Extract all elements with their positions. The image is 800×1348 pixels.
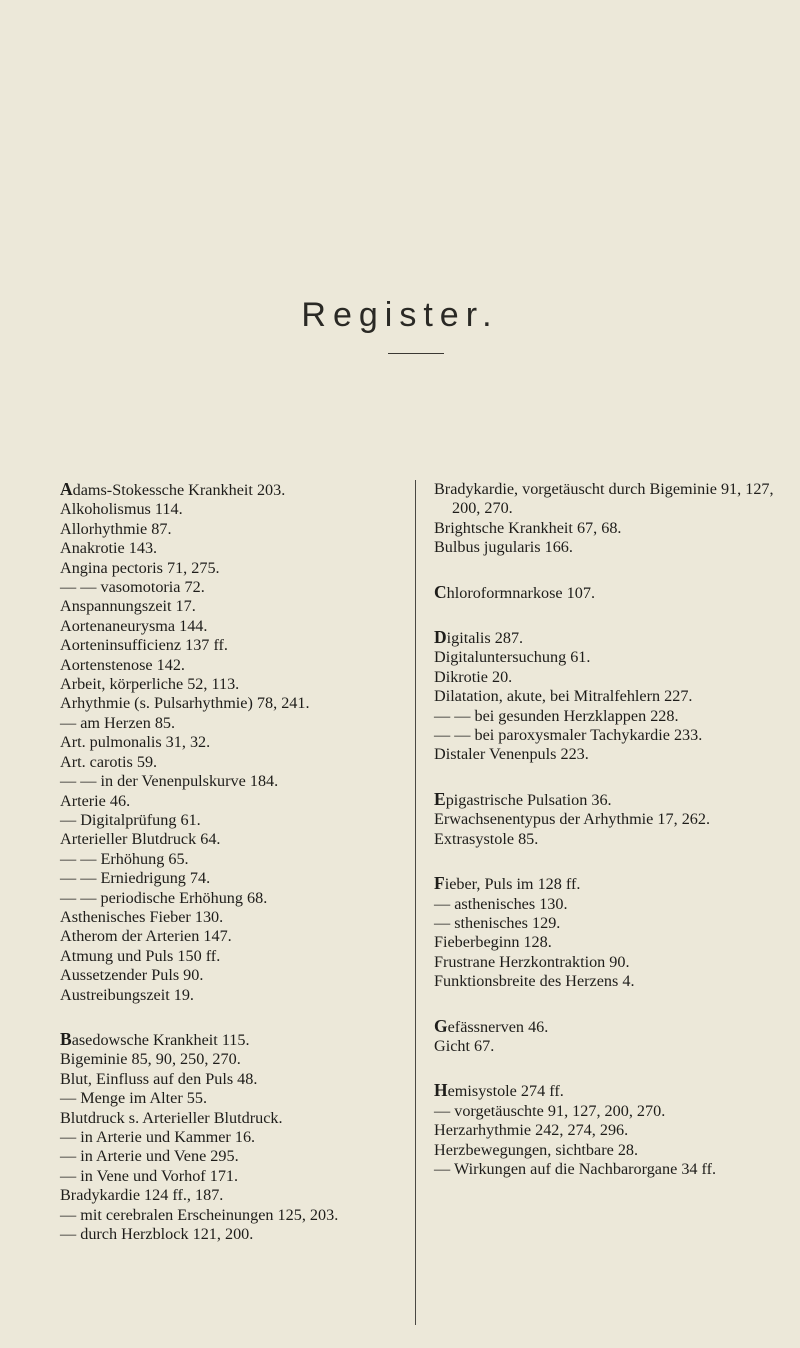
index-entry: Fieberbeginn 128. — [434, 933, 552, 952]
index-entry-text: dams-Stokessche Krankheit 203. — [72, 481, 286, 499]
index-entry: Austreibungszeit 19. — [60, 985, 194, 1004]
drop-initial: A — [60, 479, 73, 499]
index-entry: Atherom der Arterien 147. — [60, 927, 232, 946]
index-entry: — Menge im Alter 55. — [60, 1089, 208, 1108]
index-entry: Alkoholismus 114. — [60, 500, 183, 519]
index-entry: Erwachsenentypus der Arhythmie 17, 262. — [434, 810, 711, 829]
index-entry — [434, 790, 780, 810]
index-entry: Dikrotie 20. — [434, 667, 513, 686]
drop-initial: C — [434, 581, 447, 602]
index-entry: Allorhythmie 87. — [60, 519, 172, 538]
index-entry: Atmung und Puls 150 ff. — [60, 946, 221, 965]
index-entry: Blut, Einfluss auf den Puls 48. — [60, 1069, 258, 1088]
index-entry: Bigeminie 85, 90, 250, 270. — [60, 1050, 241, 1069]
index-entry: Bradykardie 124 ff., 187. — [60, 1186, 224, 1205]
index-letter-group — [434, 480, 780, 558]
index-entry-text: igitalis 287. — [446, 629, 524, 648]
drop-initial: F — [434, 873, 445, 894]
index-letter-group — [60, 480, 406, 1005]
index-entry: Bradykardie, vorgetäuscht durch Bigeminie 91, 127, 200, 270. — [434, 480, 774, 518]
index-entry: — Digitalprüfung 61. — [60, 810, 201, 829]
index-entry: Art. pulmonalis 31, 32. — [60, 733, 211, 752]
page-title: Register. — [301, 296, 499, 334]
index-letter-group — [434, 583, 780, 603]
drop-initial: D — [434, 627, 447, 648]
index-entry: Arbeit, körperliche 52, 113. — [60, 675, 240, 694]
index-entry: Herzbewegungen, sichtbare 28. — [434, 1140, 639, 1159]
index-entry: Dilatation, akute, bei Mitralfehlern 227. — [434, 687, 693, 706]
index-entry — [60, 480, 406, 500]
index-entry: Herzarhythmie 242, 274, 296. — [434, 1121, 629, 1140]
index-column-left — [60, 480, 406, 1269]
drop-initial: E — [434, 788, 446, 809]
index-entry-text: asedowsche Krankheit 115. — [71, 1030, 250, 1049]
index-entry-text: pigastrische Pulsation 36. — [445, 790, 612, 809]
index-entry — [434, 1017, 780, 1037]
index-entry: Angina pectoris 71, 275. — [60, 558, 220, 577]
index-entry: Bulbus jugularis 166. — [434, 538, 573, 557]
index-entry: — — bei paroxysmaler Tachykardie 233. — [434, 726, 703, 745]
index-entry: — — Erhöhung 65. — [60, 849, 189, 868]
index-entry — [434, 874, 780, 894]
index-entry: Anspannungszeit 17. — [60, 597, 196, 616]
index-entry: Distaler Venenpuls 223. — [434, 745, 589, 764]
drop-initial: G — [434, 1015, 448, 1036]
index-entry: Arterie 46. — [60, 791, 131, 810]
index-entry: — asthenisches 130. — [434, 894, 568, 913]
index-entry — [434, 583, 780, 603]
index-entry: Frustrane Herzkontraktion 90. — [434, 952, 630, 971]
index-entry: — — Erniedrigung 74. — [60, 869, 211, 888]
index-entry-text: efässnerven 46. — [447, 1017, 549, 1036]
index-entry: Aussetzender Puls 90. — [60, 966, 204, 985]
column-divider — [415, 480, 416, 1325]
drop-initial: B — [60, 1028, 72, 1049]
index-entry: — vorgetäuschte 91, 127, 200, 270. — [434, 1101, 666, 1120]
index-entry: Blutdruck s. Arterieller Blutdruck. — [60, 1108, 283, 1127]
index-letter-group — [434, 628, 780, 765]
index-column-right — [434, 480, 780, 1204]
index-entry: Digitaluntersuchung 61. — [434, 648, 591, 667]
index-entry: Extrasystole 85. — [434, 829, 539, 848]
index-entry: — — bei gesunden Herzklappen 228. — [434, 706, 679, 725]
index-entry: Brightsche Krankheit 67, 68. — [434, 518, 622, 537]
index-entry: Aorteninsufficienz 137 ff. — [60, 636, 228, 655]
index-letter-group — [434, 1017, 780, 1057]
index-entry: Arhythmie (s. Pulsarhythmie) 78, 241. — [60, 694, 310, 713]
index-letter-group — [434, 874, 780, 991]
index-letter-group — [60, 1030, 406, 1244]
title-rule — [388, 353, 444, 354]
index-entry: Art. carotis 59. — [60, 752, 158, 771]
index-entry: — in Vene und Vorhof 171. — [60, 1166, 239, 1185]
index-entry — [60, 1030, 406, 1050]
index-entry-text: emisystole 274 ff. — [447, 1082, 564, 1101]
index-entry: — in Arterie und Kammer 16. — [60, 1128, 256, 1146]
index-entry: Aortenstenose 142. — [60, 655, 185, 674]
index-entry: Gicht 67. — [434, 1036, 495, 1055]
index-entry: — — in der Venenpulskurve 184. — [60, 772, 279, 791]
index-entry: Funktionsbreite des Herzens 4. — [434, 972, 635, 991]
index-entry: — in Arterie und Vene 295. — [60, 1147, 239, 1166]
index-letter-group — [434, 1081, 780, 1179]
index-entry: — durch Herzblock 121, 200. — [60, 1225, 254, 1244]
index-entry-text: ieber, Puls im 128 ff. — [444, 875, 581, 894]
index-entry-text: hloroformnarkose 107. — [446, 583, 595, 602]
index-entry: — am Herzen 85. — [60, 713, 176, 732]
index-entry: — sthenisches 129. — [434, 913, 561, 932]
index-entry: — Wirkungen auf die Nachbarorgane 34 ff. — [434, 1159, 717, 1178]
index-entry: Asthenisches Fieber 130. — [60, 907, 224, 926]
index-entry: — mit cerebralen Erscheinungen 125, 203. — [60, 1205, 339, 1224]
index-entry: Anakrotie 143. — [60, 539, 158, 558]
index-entry: Arterieller Blutdruck 64. — [60, 830, 221, 849]
index-entry: — — vasomotoria 72. — [60, 578, 205, 597]
index-entry — [434, 1081, 780, 1101]
index-letter-group — [434, 790, 780, 849]
index-entry: Aortenaneurysma 144. — [60, 616, 208, 635]
index-entry: — — periodische Erhöhung 68. — [60, 888, 268, 907]
index-entry — [434, 628, 780, 648]
drop-initial: H — [434, 1080, 448, 1101]
